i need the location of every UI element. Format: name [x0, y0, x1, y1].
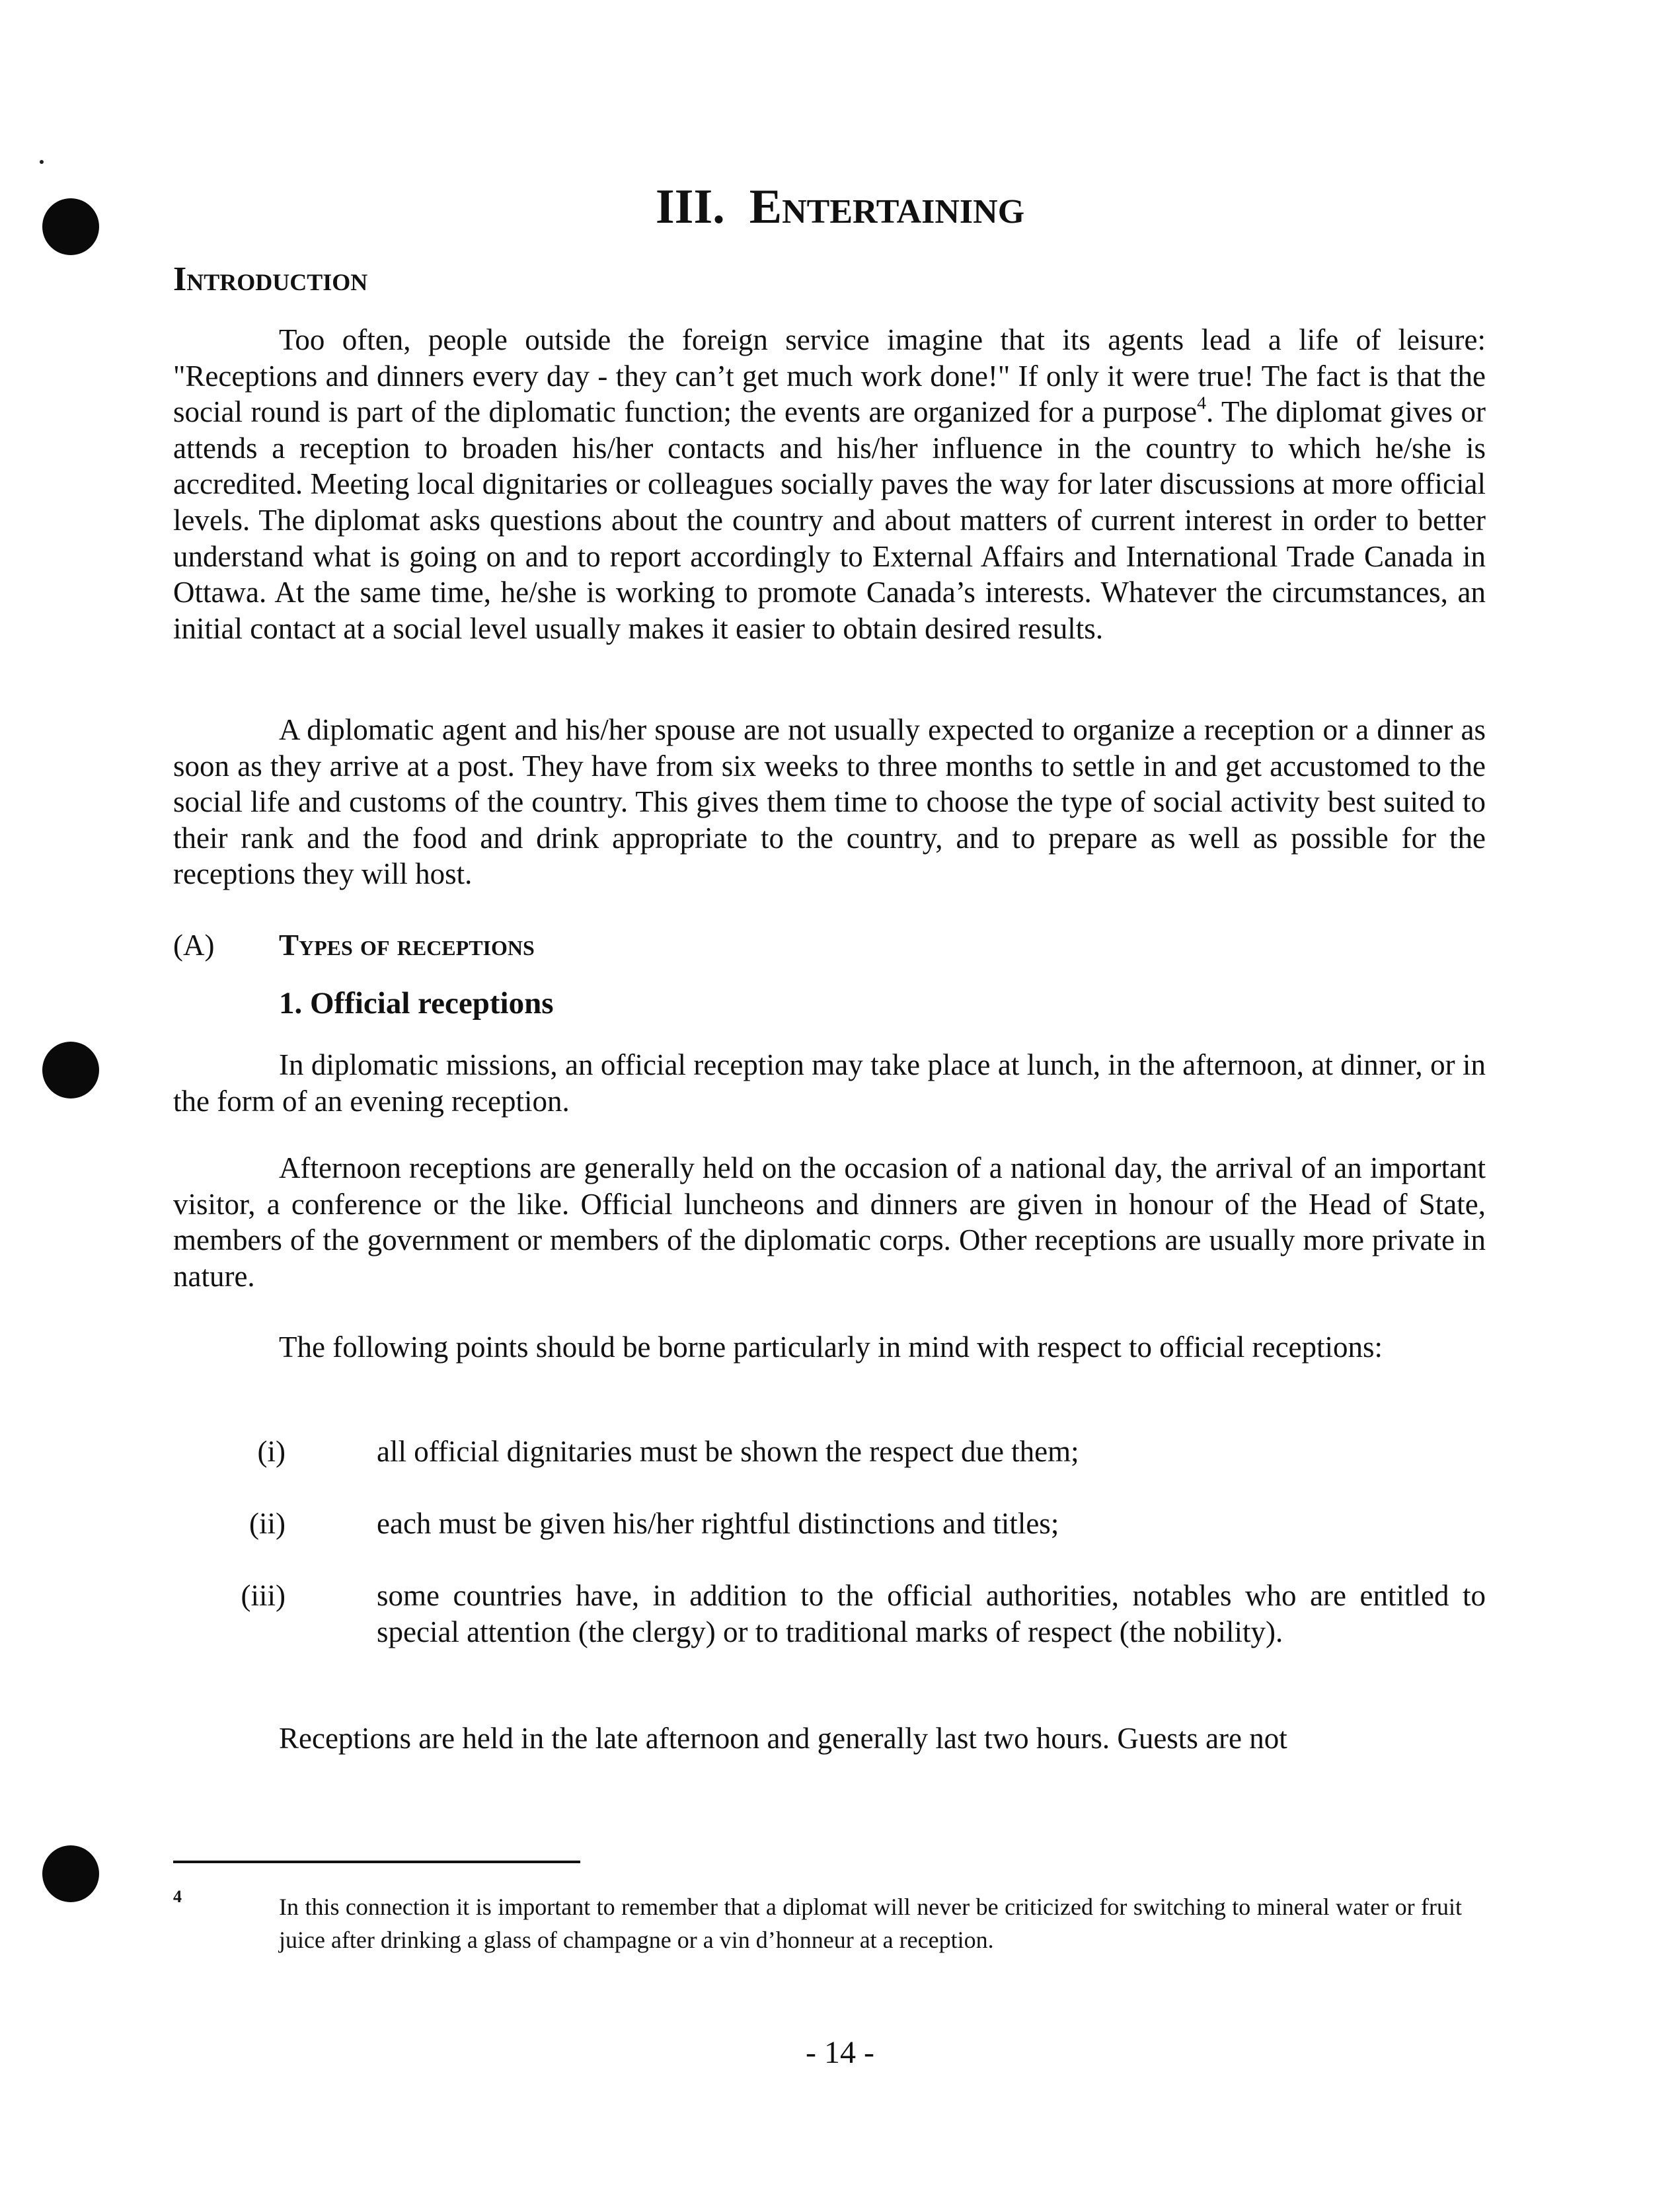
footnote-divider — [173, 1861, 580, 1863]
punch-hole-middle — [42, 1042, 99, 1098]
receptions-paragraph: Receptions are held in the late afternoon and generally last two hours. Guests are not — [279, 1722, 1287, 1755]
footnote-mark: 4 — [173, 1887, 182, 1906]
section-heading-introduction: Introduction — [173, 260, 368, 298]
list-item-i — [173, 1434, 1486, 1470]
official-paragraph-1: In diplomatic missions, an official reception may take place at lunch, in the afternoon, at dinner, or in the form of an evening reception. — [173, 1048, 1486, 1118]
intro-paragraph-1 — [173, 322, 1486, 646]
scan-speck — [40, 160, 44, 164]
intro-paragraph-1-text-b: . The diplomat gives or attends a reception to broaden his/her contacts and his/her influence in the country to which he/she is accredited. Meeting local dignitaries or colleagues socially paves the way for later discussions at more official levels. The diplomat asks questions about the country and about matters of current interest in order to better understand what is going on and to report accordingly to External Affairs and International Trade Canada in Ottawa. At the same time, he/she is working to promote Canada’s interests. Whatever the circumstances, an initial contact at a social level usually makes it easier to obtain desired results. — [173, 395, 1486, 645]
chapter-title-text: Entertaining — [749, 180, 1025, 234]
official-paragraph-2: Afternoon receptions are generally held on the occasion of a national day, the arrival of an important visitor, a conference or the like. Official luncheons and dinners are given in honour of the Head of State, members of the government or members of the diplomatic corps. Other receptions are usually more private in nature. — [173, 1151, 1486, 1293]
list-item-iii — [173, 1578, 1486, 1650]
list-item-number: (ii) — [249, 1507, 286, 1540]
list-item-number: (iii) — [241, 1579, 286, 1612]
subsection-a-title: Types of receptions — [279, 929, 535, 962]
subsection-a-label: (A) — [173, 929, 215, 962]
list-item-text: some countries have, in addition to the official authorities, notables who are entitled to special attention (the clergy) or to traditional marks of respect (the nobility). — [377, 1579, 1486, 1648]
subsubsection-official-receptions: 1. Official receptions — [279, 986, 554, 1020]
chapter-title — [0, 177, 1680, 237]
page-number: - 14 - — [806, 2035, 874, 2070]
punch-hole-bottom — [42, 1845, 99, 1902]
list-item-number: (i) — [257, 1435, 286, 1468]
footnote-reference: 4 — [1197, 393, 1207, 414]
list-item-ii — [173, 1506, 1486, 1542]
official-paragraph-3: The following points should be borne particularly in mind with respect to official receptions: — [279, 1330, 1383, 1364]
list-item-text: all official dignitaries must be shown the respect due them; — [377, 1435, 1079, 1468]
intro-paragraph-1-text-a: Too often, people outside the foreign service imagine that its agents lead a life of leisure: "Receptions and dinners every day - they can’t get much work done!" If only it were true! The fact is that the social round is part of the diplomatic function; the events are organized for a purpose — [173, 323, 1486, 429]
subsection-a-heading — [173, 927, 535, 963]
list-item-text: each must be given his/her rightful distinctions and titles; — [377, 1507, 1059, 1540]
footnote-text: In this connection it is important to remember that a diplomat will never be criticized for switching to mineral water or fruit juice after drinking a glass of champagne or a vin d’honneur at a reception. — [279, 1894, 1462, 1953]
chapter-title-numeral: III. — [655, 180, 725, 234]
intro-paragraph-2: A diplomatic agent and his/her spouse are not usually expected to organize a reception or a dinner as soon as they arrive at a post. They have from six weeks to three months to settle in and get accustomed to the social life and customs of the country. This gives them time to choose the type of social activity best suited to their rank and the food and drink appropriate to the country, and to prepare as well as possible for the receptions they will host. — [173, 713, 1486, 891]
